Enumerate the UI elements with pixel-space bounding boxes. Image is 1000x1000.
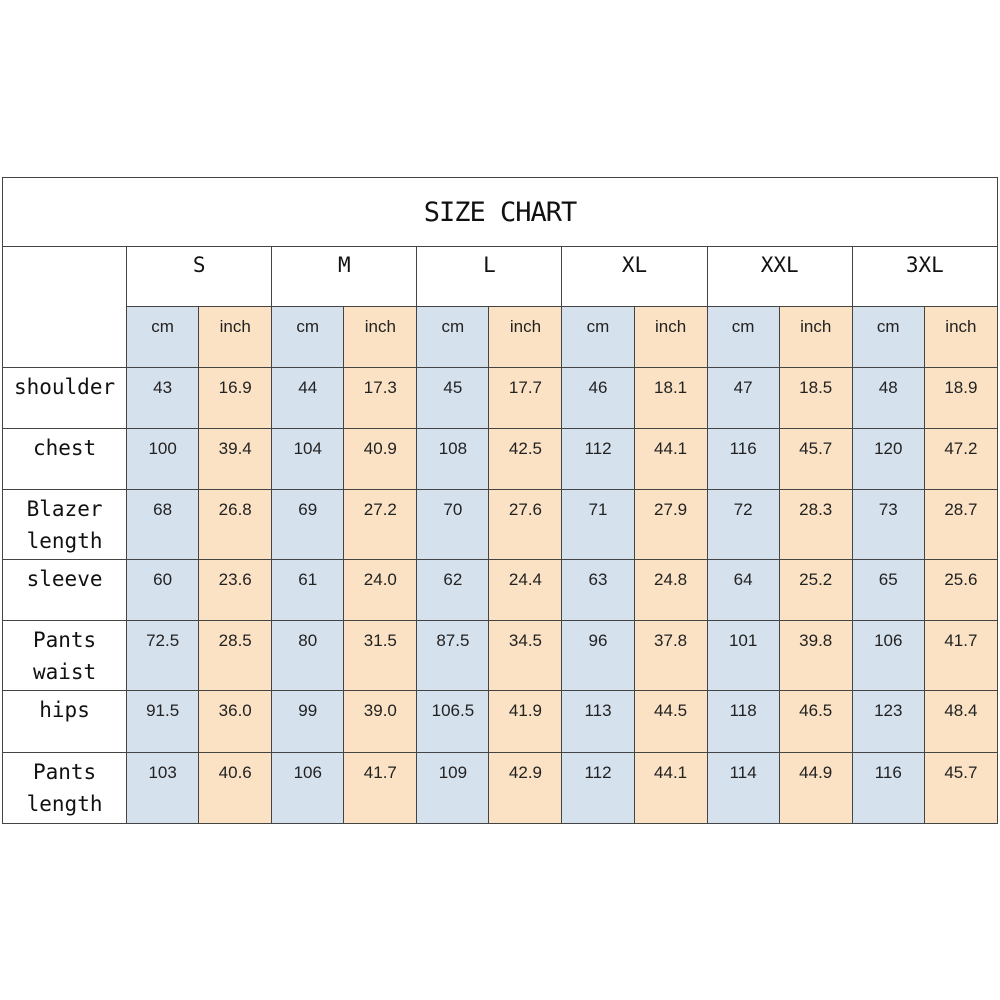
cell-inch: 44.9 <box>779 753 852 824</box>
cell-inch: 31.5 <box>344 621 417 691</box>
cell-cm: 80 <box>272 621 344 691</box>
cell-inch: 28.7 <box>924 490 997 560</box>
cell-inch: 24.8 <box>634 560 707 621</box>
unit-inch-m: inch <box>344 307 417 368</box>
cell-inch: 44.1 <box>634 753 707 824</box>
cell-cm: 101 <box>707 621 779 691</box>
table-row <box>3 490 998 560</box>
size-header-row <box>3 247 998 307</box>
table-row <box>3 368 998 429</box>
cell-inch: 44.1 <box>634 429 707 490</box>
cell-inch: 27.2 <box>344 490 417 560</box>
row-label-line: waist <box>32 660 97 684</box>
cell-cm: 61 <box>272 560 344 621</box>
cell-inch: 39.4 <box>199 429 272 490</box>
cell-cm: 112 <box>562 429 634 490</box>
cell-cm: 103 <box>127 753 199 824</box>
cell-inch: 24.4 <box>489 560 562 621</box>
row-label <box>3 560 127 621</box>
cell-inch: 17.3 <box>344 368 417 429</box>
table-row <box>3 691 998 753</box>
cell-inch: 26.8 <box>199 490 272 560</box>
row-label-line: sleeve <box>26 567 103 591</box>
cell-inch: 25.6 <box>924 560 997 621</box>
row-label <box>3 753 127 824</box>
cell-inch: 41.7 <box>344 753 417 824</box>
cell-cm: 108 <box>417 429 489 490</box>
unit-cm-xxl: cm <box>707 307 779 368</box>
cell-cm: 63 <box>562 560 634 621</box>
size-header-l: L <box>417 247 562 307</box>
row-label-line: chest <box>32 436 97 460</box>
size-header-3xl: 3XL <box>852 247 997 307</box>
unit-header-row <box>3 307 998 368</box>
cell-inch: 41.7 <box>924 621 997 691</box>
cell-inch: 37.8 <box>634 621 707 691</box>
cell-cm: 60 <box>127 560 199 621</box>
cell-inch: 18.5 <box>779 368 852 429</box>
chart-title: SIZE CHART <box>3 178 998 247</box>
cell-inch: 44.5 <box>634 691 707 753</box>
cell-inch: 47.2 <box>924 429 997 490</box>
cell-inch: 28.5 <box>199 621 272 691</box>
cell-inch: 41.9 <box>489 691 562 753</box>
cell-inch: 42.5 <box>489 429 562 490</box>
cell-cm: 104 <box>272 429 344 490</box>
title-row <box>3 178 998 247</box>
cell-cm: 72 <box>707 490 779 560</box>
size-header-xl: XL <box>562 247 707 307</box>
cell-cm: 45 <box>417 368 489 429</box>
unit-cm-m: cm <box>272 307 344 368</box>
cell-cm: 73 <box>852 490 924 560</box>
cell-cm: 106.5 <box>417 691 489 753</box>
cell-cm: 70 <box>417 490 489 560</box>
cell-inch: 40.6 <box>199 753 272 824</box>
cell-cm: 72.5 <box>127 621 199 691</box>
cell-inch: 39.8 <box>779 621 852 691</box>
cell-cm: 43 <box>127 368 199 429</box>
cell-cm: 100 <box>127 429 199 490</box>
cell-cm: 116 <box>707 429 779 490</box>
cell-inch: 45.7 <box>924 753 997 824</box>
cell-cm: 114 <box>707 753 779 824</box>
size-header-xxl: XXL <box>707 247 852 307</box>
size-header-m: M <box>272 247 417 307</box>
cell-inch: 34.5 <box>489 621 562 691</box>
cell-inch: 25.2 <box>779 560 852 621</box>
cell-cm: 113 <box>562 691 634 753</box>
row-label <box>3 368 127 429</box>
row-label-line: length <box>26 529 103 553</box>
cell-cm: 62 <box>417 560 489 621</box>
cell-inch: 27.9 <box>634 490 707 560</box>
unit-cm-l: cm <box>417 307 489 368</box>
row-label-line: Pants <box>32 760 97 784</box>
size-chart-table <box>2 177 998 824</box>
row-label <box>3 429 127 490</box>
cell-cm: 48 <box>852 368 924 429</box>
row-label <box>3 621 127 691</box>
unit-inch-s: inch <box>199 307 272 368</box>
cell-inch: 39.0 <box>344 691 417 753</box>
cell-cm: 46 <box>562 368 634 429</box>
cell-cm: 69 <box>272 490 344 560</box>
cell-inch: 28.3 <box>779 490 852 560</box>
cell-cm: 109 <box>417 753 489 824</box>
cell-cm: 71 <box>562 490 634 560</box>
cell-inch: 16.9 <box>199 368 272 429</box>
cell-cm: 120 <box>852 429 924 490</box>
cell-inch: 46.5 <box>779 691 852 753</box>
row-label-line: Blazer <box>26 497 103 521</box>
cell-inch: 17.7 <box>489 368 562 429</box>
cell-cm: 64 <box>707 560 779 621</box>
cell-inch: 45.7 <box>779 429 852 490</box>
cell-inch: 36.0 <box>199 691 272 753</box>
unit-inch-xl: inch <box>634 307 707 368</box>
row-label-line: shoulder <box>13 375 116 399</box>
unit-inch-l: inch <box>489 307 562 368</box>
cell-cm: 123 <box>852 691 924 753</box>
row-label <box>3 490 127 560</box>
cell-inch: 23.6 <box>199 560 272 621</box>
cell-inch: 24.0 <box>344 560 417 621</box>
row-label-line: length <box>26 792 103 816</box>
cell-cm: 106 <box>272 753 344 824</box>
cell-cm: 99 <box>272 691 344 753</box>
cell-cm: 65 <box>852 560 924 621</box>
row-label <box>3 691 127 753</box>
size-header-s: S <box>127 247 272 307</box>
cell-inch: 48.4 <box>924 691 997 753</box>
cell-cm: 96 <box>562 621 634 691</box>
unit-cm-s: cm <box>127 307 199 368</box>
cell-inch: 18.9 <box>924 368 997 429</box>
row-label-line: Pants <box>32 628 97 652</box>
cell-cm: 116 <box>852 753 924 824</box>
cell-cm: 91.5 <box>127 691 199 753</box>
table-row <box>3 621 998 691</box>
cell-cm: 68 <box>127 490 199 560</box>
cell-cm: 118 <box>707 691 779 753</box>
cell-cm: 44 <box>272 368 344 429</box>
cell-inch: 27.6 <box>489 490 562 560</box>
unit-inch-3xl: inch <box>924 307 997 368</box>
table-row <box>3 560 998 621</box>
corner-cell <box>3 247 127 368</box>
unit-inch-xxl: inch <box>779 307 852 368</box>
cell-inch: 42.9 <box>489 753 562 824</box>
cell-cm: 106 <box>852 621 924 691</box>
cell-inch: 40.9 <box>344 429 417 490</box>
unit-cm-3xl: cm <box>852 307 924 368</box>
cell-cm: 112 <box>562 753 634 824</box>
table-row <box>3 753 998 824</box>
table-row <box>3 429 998 490</box>
cell-cm: 87.5 <box>417 621 489 691</box>
unit-cm-xl: cm <box>562 307 634 368</box>
cell-cm: 47 <box>707 368 779 429</box>
cell-inch: 18.1 <box>634 368 707 429</box>
row-label-line: hips <box>39 698 90 722</box>
